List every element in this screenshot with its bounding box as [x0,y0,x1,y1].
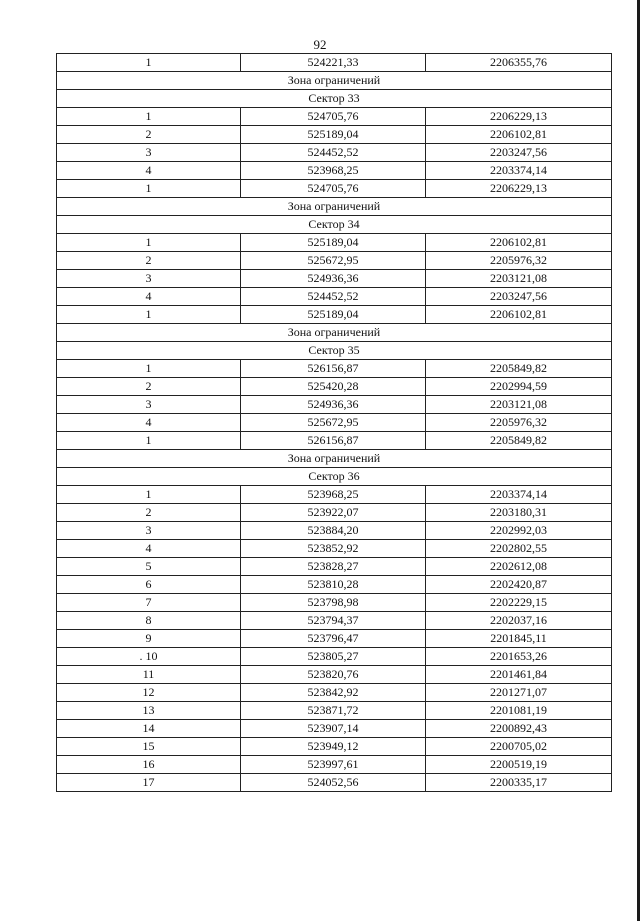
x-coordinate: 525189,04 [241,306,426,324]
x-coordinate: 525672,95 [241,414,426,432]
table-row [57,270,612,288]
table-row [57,630,612,648]
y-coordinate: 2203374,14 [426,162,612,180]
section-header: Сектор 34 [57,216,612,234]
y-coordinate: 2205976,32 [426,414,612,432]
table-row [57,504,612,522]
section-header-row [57,90,612,108]
point-number: . 10 [57,648,241,666]
x-coordinate: 523852,92 [241,540,426,558]
table-row [57,414,612,432]
point-number: 1 [57,108,241,126]
x-coordinate: 525420,28 [241,378,426,396]
y-coordinate: 2200519,19 [426,756,612,774]
point-number: 1 [57,180,241,198]
y-coordinate: 2205849,82 [426,360,612,378]
x-coordinate: 523805,27 [241,648,426,666]
table-row [57,738,612,756]
table-row [57,162,612,180]
point-number: 1 [57,234,241,252]
section-header-row [57,342,612,360]
y-coordinate: 2206102,81 [426,306,612,324]
x-coordinate: 523968,25 [241,162,426,180]
x-coordinate: 523871,72 [241,702,426,720]
y-coordinate: 2203121,08 [426,270,612,288]
y-coordinate: 2200705,02 [426,738,612,756]
point-number: 1 [57,306,241,324]
table-row [57,288,612,306]
y-coordinate: 2202992,03 [426,522,612,540]
y-coordinate: 2202420,87 [426,576,612,594]
point-number: 4 [57,288,241,306]
point-number: 4 [57,162,241,180]
point-number: 7 [57,594,241,612]
table-row [57,720,612,738]
x-coordinate: 524052,56 [241,774,426,792]
section-header: Сектор 36 [57,468,612,486]
table-row [57,432,612,450]
table-row [57,396,612,414]
x-coordinate: 526156,87 [241,432,426,450]
table-row [57,666,612,684]
point-number: 6 [57,576,241,594]
x-coordinate: 523907,14 [241,720,426,738]
table-row [57,522,612,540]
y-coordinate: 2200892,43 [426,720,612,738]
point-number: 8 [57,612,241,630]
x-coordinate: 523798,98 [241,594,426,612]
point-number: 2 [57,126,241,144]
point-number: 17 [57,774,241,792]
table-row [57,756,612,774]
table-row [57,126,612,144]
point-number: 11 [57,666,241,684]
page-number: 92 [313,37,327,52]
y-coordinate: 2202229,15 [426,594,612,612]
y-coordinate: 2203374,14 [426,486,612,504]
y-coordinate: 2201653,26 [426,648,612,666]
y-coordinate: 2206229,13 [426,180,612,198]
table-row [57,558,612,576]
x-coordinate: 523842,92 [241,684,426,702]
y-coordinate: 2201081,19 [426,702,612,720]
table-row [57,576,612,594]
y-coordinate: 2206355,76 [426,54,612,72]
table-row [57,486,612,504]
x-coordinate: 525189,04 [241,234,426,252]
table-row [57,360,612,378]
x-coordinate: 523810,28 [241,576,426,594]
table-row [57,180,612,198]
point-number: 3 [57,144,241,162]
point-number: 13 [57,702,241,720]
y-coordinate: 2203247,56 [426,144,612,162]
point-number: 5 [57,558,241,576]
table-row [57,234,612,252]
point-number: 1 [57,360,241,378]
table-row [57,774,612,792]
y-coordinate: 2201845,11 [426,630,612,648]
y-coordinate: 2206102,81 [426,126,612,144]
x-coordinate: 523884,20 [241,522,426,540]
section-header: Зона ограничений [57,450,612,468]
x-coordinate: 525672,95 [241,252,426,270]
x-coordinate: 523997,61 [241,756,426,774]
y-coordinate: 2200335,17 [426,774,612,792]
section-header-row [57,468,612,486]
x-coordinate: 523820,76 [241,666,426,684]
y-coordinate: 2205976,32 [426,252,612,270]
x-coordinate: 523949,12 [241,738,426,756]
coordinates-table [56,53,612,792]
section-header: Зона ограничений [57,198,612,216]
point-number: 4 [57,540,241,558]
y-coordinate: 2202802,55 [426,540,612,558]
y-coordinate: 2202612,08 [426,558,612,576]
coordinates-table-body [57,54,612,792]
section-header-row [57,198,612,216]
table-row [57,702,612,720]
point-number: 3 [57,270,241,288]
x-coordinate: 524705,76 [241,180,426,198]
section-header-row [57,324,612,342]
table-row [57,378,612,396]
x-coordinate: 523922,07 [241,504,426,522]
point-number: 2 [57,252,241,270]
x-coordinate: 524936,36 [241,270,426,288]
y-coordinate: 2206102,81 [426,234,612,252]
section-header: Сектор 35 [57,342,612,360]
point-number: 3 [57,522,241,540]
y-coordinate: 2205849,82 [426,432,612,450]
table-row [57,612,612,630]
point-number: 9 [57,630,241,648]
table-row [57,252,612,270]
y-coordinate: 2206229,13 [426,108,612,126]
x-coordinate: 523796,47 [241,630,426,648]
x-coordinate: 524452,52 [241,288,426,306]
x-coordinate: 523828,27 [241,558,426,576]
table-row [57,594,612,612]
point-number: 2 [57,378,241,396]
section-header: Зона ограничений [57,72,612,90]
section-header-row [57,72,612,90]
point-number: 16 [57,756,241,774]
point-number: 4 [57,414,241,432]
point-number: 2 [57,504,241,522]
y-coordinate: 2203121,08 [426,396,612,414]
y-coordinate: 2202994,59 [426,378,612,396]
section-header: Сектор 33 [57,90,612,108]
table-row [57,306,612,324]
table-row [57,54,612,72]
point-number: 1 [57,486,241,504]
x-coordinate: 524452,52 [241,144,426,162]
section-header-row [57,450,612,468]
y-coordinate: 2201461,84 [426,666,612,684]
section-header: Зона ограничений [57,324,612,342]
x-coordinate: 524936,36 [241,396,426,414]
section-header-row [57,216,612,234]
x-coordinate: 523794,37 [241,612,426,630]
table-row [57,108,612,126]
table-row [57,684,612,702]
x-coordinate: 525189,04 [241,126,426,144]
table-row [57,144,612,162]
x-coordinate: 524221,33 [241,54,426,72]
point-number: 1 [57,54,241,72]
table-row [57,648,612,666]
table-row [57,540,612,558]
y-coordinate: 2203247,56 [426,288,612,306]
x-coordinate: 523968,25 [241,486,426,504]
point-number: 14 [57,720,241,738]
point-number: 15 [57,738,241,756]
point-number: 12 [57,684,241,702]
x-coordinate: 526156,87 [241,360,426,378]
y-coordinate: 2202037,16 [426,612,612,630]
point-number: 1 [57,432,241,450]
y-coordinate: 2201271,07 [426,684,612,702]
y-coordinate: 2203180,31 [426,504,612,522]
x-coordinate: 524705,76 [241,108,426,126]
point-number: 3 [57,396,241,414]
